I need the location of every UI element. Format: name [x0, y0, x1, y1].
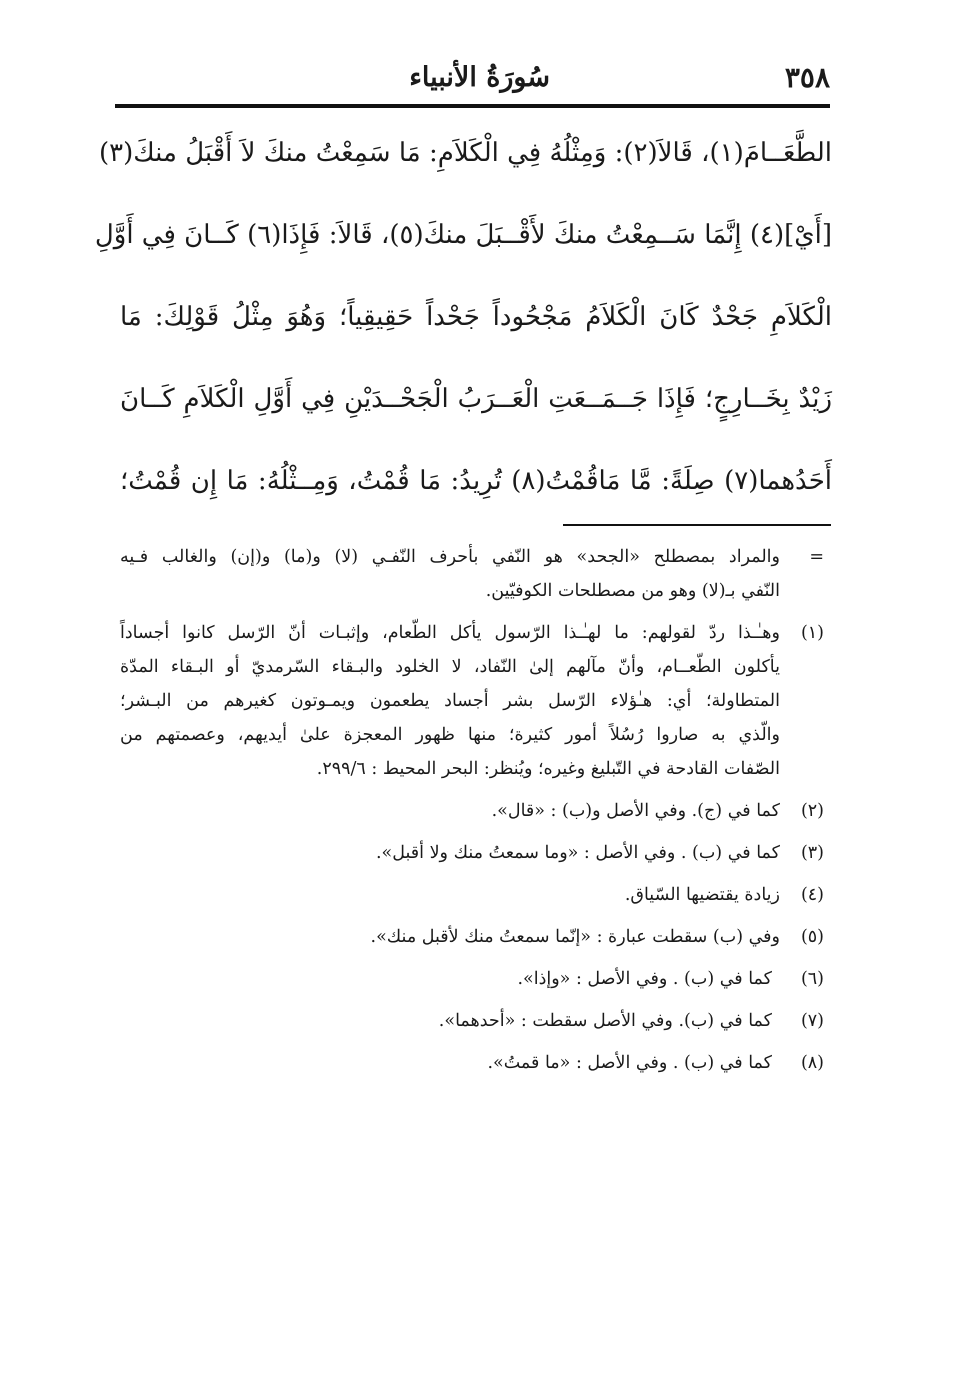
- footnote-5: [120, 920, 832, 954]
- header-divider: [115, 104, 830, 108]
- footnote-line: وهـٰـذا ردّ لقولهم: ما لهـٰـذا الرّسول يأكل الطّعام، وإثبـات أنّ الرّسل كانوا أجساداً: [120, 623, 780, 643]
- footnote-divider: [563, 524, 831, 526]
- footnote-3: [120, 836, 832, 870]
- footnote-continuation: [120, 540, 832, 608]
- surah-title: سُورَةُ الأنبياء: [409, 62, 550, 93]
- footnote-line: كما في (ج). وفي الأصل و(ب) : «قال».: [491, 801, 780, 821]
- footnote-line: كما في (ب) . وفي الأصل : «ما قمتُ».: [487, 1053, 772, 1073]
- footnote-number: (٨): [800, 1053, 824, 1073]
- footnote-1: [120, 616, 832, 786]
- footnote-number: (٦): [800, 969, 824, 989]
- footnote-number: (٧): [800, 1011, 824, 1031]
- footnote-line: زيادة يقتضيها السّياق.: [624, 885, 780, 905]
- body-line: [أَيْ](٤) إِنَّمَا سَــمِعْتُ منكَ لأَقْــبَلَ منكَ(٥)، قَالاَ: فَإِذَا(٦) كَــانَ فِي أَوَّلِ: [94, 220, 832, 250]
- body-line: الطَّعَــامَ(١)، قَالاَ(٢): وَمِثْلُهُ فِي الْكَلاَمِ: مَا سَمِعْتُ منكَ لاَ أَقْبَلُ منكَ(٣): [98, 138, 832, 168]
- footnote-line: الصّفات القادحة في التّبليغ وغيره؛ ويُنظر: البحر المحيط : ٢٩٩/٦.: [316, 759, 780, 779]
- page-number: ٣٥٨: [784, 61, 830, 94]
- footnote-number: (٢): [800, 801, 824, 821]
- footnote-7: [120, 1004, 832, 1038]
- main-body-text: [94, 138, 832, 548]
- footnote-line: وفي (ب) سقطت عبارة : «إنّما سمعتُ منك لأقبل منك».: [370, 927, 780, 947]
- footnote-line: كما في (ب) . وفي الأصل : «وما سمعتُ منك ولا أقبل».: [375, 843, 780, 863]
- footnote-line: والمراد بمصطلح «الجحد» هو النّفي بأحرف النّفـي (لا) و(ما) و(إن) والغالب فـيه: [120, 547, 780, 567]
- page-header: [115, 58, 830, 98]
- footnote-number: (٣): [800, 843, 824, 863]
- footnote-number: (١): [800, 623, 824, 643]
- footnote-number: (٤): [800, 885, 824, 905]
- footnote-8: [120, 1046, 832, 1080]
- body-line: أَحَدُهما(٧) صِلَةً: مَّا مَاقُمْتُ(٨) تُرِيدُ: مَا قُمْتُ، وَمِــثْلُهُ: مَا إِن قُمْتُ؛: [120, 466, 832, 496]
- body-line: زَيْدٌ بِخَــارِجٍ؛ فَإِذَا جَــمَــعَتِ الْعَــرَبُ الْجَحْــدَيْنِ فِي أَوَّلِ الْكَلاَمِ كَــانَ: [120, 384, 832, 414]
- footnote-2: [120, 794, 832, 828]
- body-line: الْكَلاَمِ جَحْدٌ كَانَ الْكَلاَمُ مَجْحُوداً جَحْداً حَقِيقِياً؛ وَهُوَ مِثْلُ قَوْلِكَ: مَا: [120, 302, 832, 332]
- footnote-line: النّفي بـ(لا) وهو من مصطلحات الكوفيّين.: [485, 581, 780, 601]
- footnotes-section: [120, 540, 832, 1080]
- footnote-6: [120, 962, 832, 996]
- footnote-continuation-mark: =: [809, 547, 824, 567]
- footnote-number: (٥): [800, 927, 824, 947]
- footnote-line: كما في (ب) . وفي الأصل : «وإذا».: [517, 969, 772, 989]
- footnote-line: المتطاولة؛ أي: هـٰؤلاء الرّسل بشر أجساد يطعمون ويمـوتون كغيرهم من البـشر؛: [120, 691, 780, 711]
- footnote-line: كما في (ب). وفي الأصل سقطت : «أحدهما».: [438, 1011, 772, 1031]
- footnote-4: [120, 878, 832, 912]
- footnote-line: يأكلون الطّعــام، وأنّ مآلهم إلىٰ النّفاد، لا الخلود والبـقاء السّرمديّ أو البـقاء المدّة: [120, 657, 780, 677]
- footnote-line: والّذي به صاروا رُسُلاً أمور كثيرة؛ منها ظهور المعجزة علىٰ أيديهم، وعصمتهم من: [120, 725, 780, 745]
